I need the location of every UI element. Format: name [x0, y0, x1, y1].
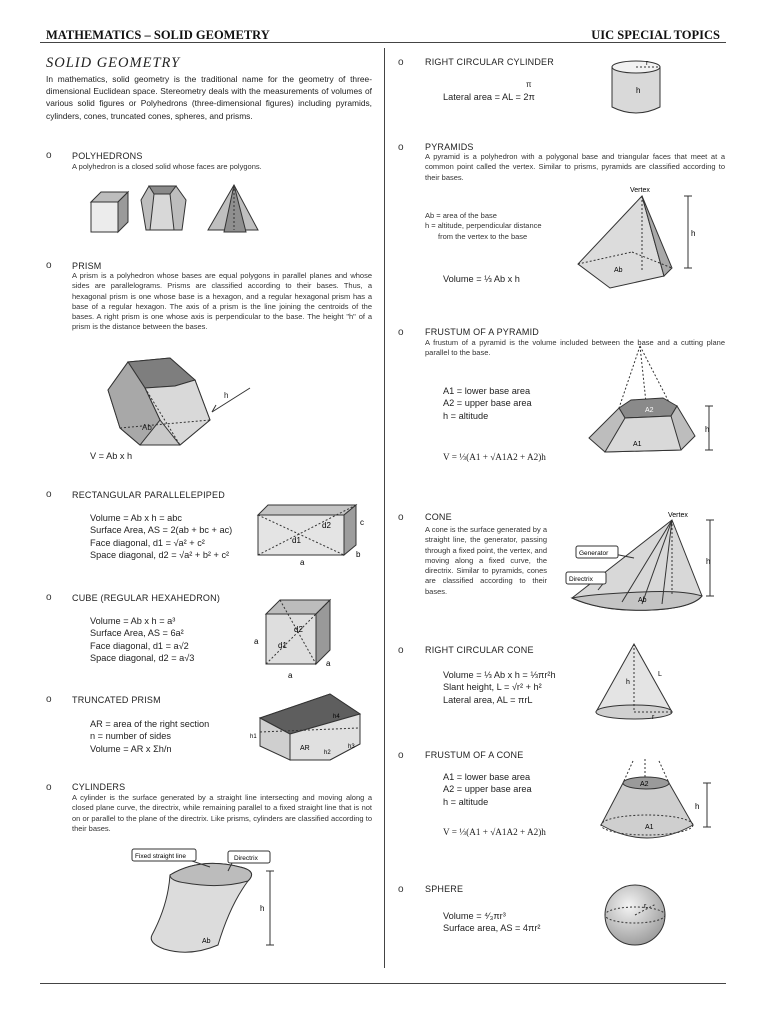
- pyramids-h: h = altitude, perpendicular distance: [425, 221, 542, 231]
- pyramids-description: A pyramid is a polyhedron with a polygonal base and triangular faces that meet at a common point called the vertex. Similar to prisms, pyramids are classified according to their bases.: [425, 152, 725, 182]
- frustum-pyramid-a2: A2 = upper base area: [443, 398, 532, 409]
- right-cone-slant: Slant height, L = √r² + h²: [443, 682, 542, 693]
- frustum-pyramid-definitions: [443, 385, 532, 422]
- intro-paragraph: In mathematics, solid geometry is the traditional name for the geometry of three-dimensional Euclidean space. Stereometry deals with the measurements of volumes of various solid figures or Polyhedrons (three-dimensional figures) including pyramids, cylinders, cones, truncated cones, spheres, and prisms.: [46, 74, 372, 121]
- section-heading-cone: CONE: [425, 512, 452, 522]
- section-heading-prism: PRISM: [72, 261, 102, 271]
- truncated-prism-figure: [248, 688, 368, 768]
- cube-a-right-label: a: [326, 659, 331, 668]
- parallelepiped-formulas: [90, 512, 232, 562]
- frustum-cone-a1-label: A1: [645, 824, 654, 831]
- pyramids-definitions: [425, 211, 575, 242]
- prism-formula: V = Ab x h: [90, 451, 133, 461]
- frustum-cone-definitions: [443, 771, 532, 808]
- right-cone-figure: [590, 640, 680, 725]
- cone-figure: [562, 508, 727, 618]
- pyramids-volume: Volume = ⅓ Ab x h: [443, 274, 520, 284]
- bullet: o: [398, 645, 404, 656]
- bullet: o: [46, 782, 52, 793]
- frustum-cone-h: h = altitude: [443, 796, 489, 807]
- sphere-surface: Surface area, AS = 4πr²: [443, 923, 541, 934]
- frustum-pyramid-a1-label: A1: [633, 441, 642, 448]
- section-heading-cylinders: CYLINDERS: [72, 782, 126, 792]
- section-heading-right-cylinder: RIGHT CIRCULAR CYLINDER: [425, 57, 554, 67]
- cube-shape: [91, 192, 128, 232]
- cylinder-h-label: h: [260, 904, 265, 913]
- pyramid-figure: [572, 184, 702, 292]
- frustum-cone-a2: A2 = upper base area: [443, 784, 532, 795]
- bullet: o: [46, 150, 52, 161]
- pyramids-h-cont: from the vertex to the base: [438, 231, 528, 241]
- truncated-prism-formulas: [90, 718, 209, 755]
- section-heading-sphere: SPHERE: [425, 884, 464, 894]
- bullet: o: [398, 57, 404, 68]
- cylinder-ab-label: Ab: [202, 938, 211, 945]
- frustum-pyramid-a1: A1 = lower base area: [443, 386, 531, 396]
- header-rule: [40, 42, 726, 43]
- frustum-pyramid-a2-label: A2: [645, 407, 654, 414]
- section-heading-frustum-cone: FRUSTUM OF A CONE: [425, 750, 524, 760]
- cylinder-fixed-line-label: Fixed straight line: [135, 853, 186, 860]
- right-cone-l-label: L: [658, 671, 662, 678]
- cube-d2-label: d2: [294, 625, 303, 634]
- frustum-pyramid-figure: [585, 340, 725, 480]
- sphere-formulas: [443, 910, 541, 935]
- hexagonal-prism-figure: [100, 350, 260, 450]
- truncated-prism-h4-label: h4: [333, 714, 340, 720]
- right-cone-formulas: [443, 669, 556, 706]
- column-divider: [384, 48, 385, 968]
- pyramid-vertex-label: Vertex: [630, 187, 650, 194]
- parallelepiped-space-diagonal: Space diagonal, d2 = √a² + b² + c²: [90, 550, 230, 561]
- cylinders-description: A cylinder is the surface generated by a straight line intersecting and moving along a closed plane curve, the directrix, while remaining parallel to a fixed straight line that is not on or parallel to the plane of the directrix. Like prisms, cylinders are classified according to their bases.: [72, 793, 372, 833]
- oblique-cylinder-figure: [130, 845, 290, 963]
- bullet: o: [398, 512, 404, 523]
- truncated-prism-volume: Volume = AR x Σh/n: [90, 743, 172, 754]
- page-title: SOLID GEOMETRY: [46, 55, 181, 71]
- cone-directrix-label: Directrix: [569, 576, 593, 583]
- parallelepiped-d2-label: d2: [322, 521, 331, 530]
- parallelepiped-b-label: b: [356, 550, 361, 559]
- cube-formulas: [90, 615, 194, 665]
- pyramid-shape: [208, 185, 258, 232]
- section-heading-truncated-prism: TRUNCATED PRISM: [72, 695, 161, 705]
- parallelepiped-c-label: c: [360, 518, 364, 527]
- header-left: MATHEMATICS – SOLID GEOMETRY: [46, 28, 270, 42]
- prism-ab-label: Ab: [142, 423, 152, 432]
- frustum-shape: [141, 186, 186, 230]
- frustum-cone-a2-label: A2: [640, 781, 649, 788]
- cube-d1-label: d1: [278, 641, 287, 650]
- section-heading-parallelepiped: RECTANGULAR PARALLELEPIPED: [72, 490, 225, 500]
- truncated-prism-ar-label: AR: [300, 745, 310, 752]
- cone-h-label: h: [706, 557, 711, 566]
- truncated-prism-h1-label: h1: [250, 734, 257, 740]
- section-heading-polyhedrons: POLYHEDRONS: [72, 151, 143, 161]
- frustum-cone-a1: A1 = lower base area: [443, 772, 531, 782]
- section-heading-cube: CUBE (REGULAR HEXAHEDRON): [72, 593, 221, 603]
- right-cone-h-label: h: [626, 679, 630, 686]
- section-heading-right-cone: RIGHT CIRCULAR CONE: [425, 645, 534, 655]
- sphere-volume: Volume = ⁴⁄₃πr³: [443, 911, 506, 921]
- right-cylinder-figure: [608, 57, 668, 119]
- bullet: o: [398, 142, 404, 153]
- truncated-prism-h2-label: h2: [324, 750, 331, 756]
- bullet: o: [46, 694, 52, 705]
- right-cone-volume: Volume = ⅓ Ab x h = ⅓πr²h: [443, 670, 556, 680]
- frustum-pyramid-h-label: h: [705, 425, 710, 434]
- bullet: o: [398, 750, 404, 761]
- parallelepiped-volume: Volume = Ab x h = abc: [90, 513, 182, 523]
- cube-surface: Surface Area, AS = 6a²: [90, 628, 184, 639]
- right-cylinder-r-label: r: [646, 60, 649, 67]
- frustum-cone-figure: [593, 757, 721, 849]
- cone-ab-label: Ab: [638, 597, 647, 604]
- parallelepiped-face-diagonal: Face diagonal, d1 = √a² + c²: [90, 537, 205, 548]
- bullet: o: [46, 489, 52, 500]
- right-cone-lateral: Lateral area, AL = πrL: [443, 694, 533, 705]
- header-right: UIC SPECIAL TOPICS: [591, 28, 720, 42]
- parallelepiped-figure: [252, 503, 377, 568]
- section-heading-frustum-pyramid: FRUSTUM OF A PYRAMID: [425, 327, 540, 337]
- frustum-pyramid-h: h = altitude: [443, 410, 489, 421]
- cube-volume: Volume = Ab x h = a³: [90, 616, 176, 626]
- footer-rule: [40, 983, 726, 984]
- cube-face-diagonal: Face diagonal, d1 = a√2: [90, 640, 189, 651]
- parallelepiped-surface: Surface Area, AS = 2(ab + bc + ac): [90, 525, 233, 536]
- truncated-prism-ar: AR = area of the right section: [90, 719, 210, 729]
- sphere-figure: [600, 880, 670, 950]
- pyramid-h-label: h: [691, 229, 696, 238]
- cone-description: A cone is the surface generated by a straight line, the generator, passing through a fixed point, the vertex, and moving along a fixed curve, the directrix. Similar to pyramids, cones are classified according to their bases.: [425, 525, 547, 596]
- cube-figure: [250, 598, 350, 680]
- truncated-prism-h3-label: h3: [348, 744, 355, 750]
- parallelepiped-a-label: a: [300, 558, 305, 567]
- bullet: o: [398, 327, 404, 338]
- cone-vertex-label: Vertex: [668, 512, 688, 519]
- right-cylinder-h-label: h: [636, 86, 641, 95]
- truncated-prism-n: n = number of sides: [90, 731, 171, 742]
- frustum-pyramid-description: A frustum of a pyramid is the volume included between the base and a cutting plane parallel to the base.: [425, 338, 725, 358]
- frustum-cone-volume: V = ⅓(A1 + √A1A2 + A2)h: [443, 827, 546, 837]
- frustum-pyramid-volume: V = ⅓(A1 + √A1A2 + A2)h: [443, 452, 546, 462]
- bullet: o: [398, 884, 404, 895]
- polyhedrons-description: A polyhedron is a closed solid whose faces are polygons.: [72, 162, 262, 171]
- cylinder-directrix-label: Directrix: [234, 855, 258, 862]
- right-cone-r-label: r: [652, 714, 655, 721]
- polyhedrons-figure: [86, 180, 276, 240]
- bullet: o: [46, 592, 52, 603]
- right-cylinder-formula: Lateral area = AL = 2π: [443, 92, 535, 102]
- sphere-r-label: r: [644, 903, 647, 910]
- prism-description: A prism is a polyhedron whose bases are equal polygons in parallel planes and whose sides are parallelograms. Prisms are classified according to their bases. Thus, a hexagonal prism is one whose base is a hexagon, and a regular hexagonal prism has a base of a regular hexagon. The axis of a prism is the line joining the centroids of the bases. A right prism is one whose axis is perpendicular to the base. The height "h" of a prism is the distance between the bases.: [72, 271, 372, 332]
- right-cylinder-pi: π: [526, 80, 532, 89]
- cone-generator-label: Generator: [579, 550, 609, 557]
- parallelepiped-d1-label: d1: [292, 536, 301, 545]
- frustum-cone-h-label: h: [695, 802, 700, 811]
- cube-space-diagonal: Space diagonal, d2 = a√3: [90, 653, 195, 664]
- prism-h-label: h: [224, 391, 229, 400]
- pyramids-ab: Ab = area of the base: [425, 211, 497, 220]
- pyramid-ab-label: Ab: [614, 267, 623, 274]
- cube-a-bottom-label: a: [288, 671, 293, 680]
- cube-a-left-label: a: [254, 637, 259, 646]
- bullet: o: [46, 260, 52, 271]
- section-heading-pyramids: PYRAMIDS: [425, 142, 474, 152]
